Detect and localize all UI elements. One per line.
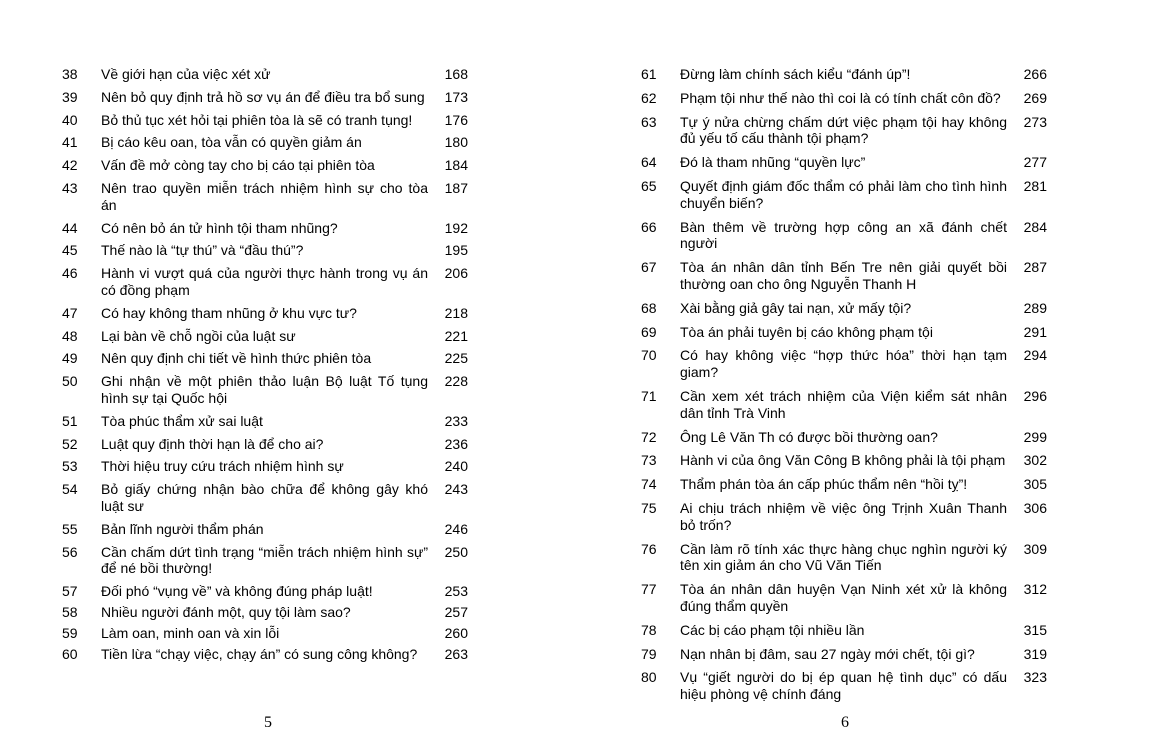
entry-title: Vấn đề mở còng tay cho bị cáo tại phiên tòa bbox=[101, 157, 375, 174]
entry-title: Quyết định giám đốc thẩm có phải làm cho tình hình chuyển biến? bbox=[680, 177, 1007, 211]
toc-entry bbox=[641, 114, 1047, 148]
toc-entry bbox=[641, 66, 1047, 83]
toc-entry bbox=[641, 452, 1047, 469]
entry-number: 39 bbox=[62, 88, 78, 105]
entry-number: 63 bbox=[641, 113, 657, 130]
toc-entry bbox=[62, 89, 468, 106]
toc-entry bbox=[641, 429, 1047, 446]
entry-title: Bản lĩnh người thẩm phán bbox=[101, 520, 264, 537]
entry-number: 72 bbox=[641, 428, 657, 445]
toc-entry bbox=[641, 669, 1047, 703]
entry-number: 76 bbox=[641, 540, 657, 557]
entry-page-number: 299 bbox=[1023, 428, 1047, 445]
entry-page-number: 228 bbox=[444, 373, 468, 390]
entry-page-number: 233 bbox=[444, 412, 468, 429]
entry-page-number: 243 bbox=[444, 481, 468, 498]
entry-number: 38 bbox=[62, 66, 78, 82]
entry-number: 80 bbox=[641, 669, 657, 686]
entry-title: Đối phó “vụng về” và không đúng pháp luật! bbox=[101, 583, 373, 600]
entry-page-number: 284 bbox=[1023, 218, 1047, 235]
entry-page-number: 260 bbox=[444, 624, 468, 641]
entry-page-number: 195 bbox=[444, 242, 468, 259]
entry-title: Ghi nhận về một phiên thảo luận Bộ luật Tố tụng hình sự tại Quốc hội bbox=[101, 373, 428, 406]
entry-number: 46 bbox=[62, 265, 78, 282]
entry-page-number: 312 bbox=[1023, 581, 1047, 598]
entry-number: 57 bbox=[62, 583, 78, 600]
entry-page-number: 236 bbox=[444, 435, 468, 452]
entry-page-number: 277 bbox=[1023, 154, 1047, 171]
entry-page-number: 253 bbox=[444, 583, 468, 600]
toc-entry bbox=[641, 90, 1047, 107]
entry-title: Tự ý nửa chừng chấm dứt việc phạm tội hay không đủ yếu tố cấu thành tội phạm? bbox=[680, 113, 1007, 147]
toc-entry bbox=[641, 541, 1047, 575]
toc-entry bbox=[62, 180, 468, 214]
toc-entry bbox=[62, 604, 468, 621]
entry-title: Lại bàn về chỗ ngồi của luật sư bbox=[101, 327, 296, 344]
toc-entry bbox=[62, 625, 468, 642]
toc-entry bbox=[641, 476, 1047, 493]
toc-entry bbox=[641, 219, 1047, 253]
toc-entry bbox=[62, 350, 468, 367]
entry-title: Hành vi của ông Văn Công B không phải là tội phạm bbox=[680, 452, 1006, 469]
entry-title: Bàn thêm về trường hợp công an xã đánh chết người bbox=[680, 218, 1007, 252]
table-of-contents bbox=[62, 66, 468, 662]
entry-number: 74 bbox=[641, 476, 657, 493]
entry-number: 53 bbox=[62, 458, 78, 475]
toc-entry bbox=[641, 500, 1047, 534]
entry-page-number: 173 bbox=[444, 88, 468, 105]
entry-number: 62 bbox=[641, 89, 657, 106]
entry-number: 64 bbox=[641, 154, 657, 171]
entry-page-number: 287 bbox=[1023, 259, 1047, 276]
entry-page-number: 266 bbox=[1023, 66, 1047, 82]
entry-number: 73 bbox=[641, 452, 657, 469]
entry-title: Tòa án nhân dân tỉnh Bến Tre nên giải quyết bồi thường oan cho ông Nguyễn Thanh H bbox=[680, 259, 1007, 292]
entry-number: 55 bbox=[62, 520, 78, 537]
entry-page-number: 206 bbox=[444, 265, 468, 282]
entry-number: 67 bbox=[641, 259, 657, 276]
entry-number: 58 bbox=[62, 603, 78, 620]
entry-title: Hành vi vượt quá của người thực hành trong vụ án có đồng phạm bbox=[101, 265, 428, 298]
entry-page-number: 302 bbox=[1023, 452, 1047, 469]
entry-title: Nhiều người đánh một, quy tội làm sao? bbox=[101, 603, 351, 620]
toc-entry bbox=[62, 242, 468, 259]
toc-entry bbox=[62, 134, 468, 151]
toc-entry bbox=[641, 388, 1047, 422]
entry-page-number: 289 bbox=[1023, 299, 1047, 316]
entry-page-number: 273 bbox=[1023, 113, 1047, 130]
toc-entry bbox=[62, 112, 468, 129]
entry-page-number: 225 bbox=[444, 350, 468, 367]
toc-entry bbox=[62, 646, 468, 663]
toc-entry bbox=[62, 583, 468, 600]
entry-number: 40 bbox=[62, 111, 78, 128]
toc-entry bbox=[62, 481, 468, 515]
entry-number: 56 bbox=[62, 543, 78, 560]
page-number: 5 bbox=[264, 714, 272, 731]
entry-title: Nên bỏ quy định trả hồ sơ vụ án để điều tra bổ sung bbox=[101, 88, 425, 105]
right-page bbox=[579, 0, 1158, 740]
entry-number: 44 bbox=[62, 219, 78, 236]
entry-page-number: 305 bbox=[1023, 476, 1047, 493]
entry-title: Cần xem xét trách nhiệm của Viện kiểm sát nhân dân tỉnh Trà Vinh bbox=[680, 387, 1007, 421]
entry-title: Tòa án phải tuyên bị cáo không phạm tội bbox=[680, 323, 933, 340]
entry-number: 78 bbox=[641, 621, 657, 638]
entry-title: Ai chịu trách nhiệm về việc ông Trịnh Xuân Thanh bỏ trốn? bbox=[680, 499, 1007, 533]
entry-title: Cần làm rõ tính xác thực hàng chục nghìn người ký tên xin giảm án cho Vũ Văn Tiến bbox=[680, 540, 1007, 574]
toc-entry bbox=[62, 458, 468, 475]
entry-title: Nạn nhân bị đâm, sau 27 ngày mới chết, tội gì? bbox=[680, 645, 975, 662]
toc-entry bbox=[62, 66, 468, 83]
entry-page-number: 323 bbox=[1023, 669, 1047, 686]
toc-entry bbox=[641, 347, 1047, 381]
page-number: 6 bbox=[841, 714, 849, 731]
toc-entry bbox=[641, 646, 1047, 663]
entry-page-number: 180 bbox=[444, 134, 468, 151]
entry-number: 77 bbox=[641, 581, 657, 598]
entry-number: 52 bbox=[62, 435, 78, 452]
toc-entry bbox=[62, 521, 468, 538]
entry-title: Bị cáo kêu oan, tòa vẫn có quyền giảm án bbox=[101, 134, 362, 151]
entry-title: Ông Lê Văn Th có được bồi thường oan? bbox=[680, 428, 938, 445]
entry-title: Bỏ thủ tục xét hỏi tại phiên tòa là sẽ có tranh tụng! bbox=[101, 111, 413, 128]
entry-number: 65 bbox=[641, 177, 657, 194]
entry-page-number: 246 bbox=[444, 520, 468, 537]
toc-entry bbox=[62, 544, 468, 578]
entry-number: 61 bbox=[641, 66, 657, 82]
toc-entry bbox=[62, 328, 468, 345]
entry-title: Đừng làm chính sách kiểu “đánh úp”! bbox=[680, 66, 911, 82]
entry-page-number: 269 bbox=[1023, 89, 1047, 106]
entry-title: Cần chấm dứt tình trạng “miễn trách nhiệm hình sự” để né bồi thường! bbox=[101, 543, 428, 577]
entry-number: 45 bbox=[62, 242, 78, 259]
entry-number: 59 bbox=[62, 624, 78, 641]
entry-page-number: 221 bbox=[444, 327, 468, 344]
entry-title: Nên trao quyền miễn trách nhiệm hình sự cho tòa án bbox=[101, 179, 428, 213]
entry-title: Thế nào là “tự thú” và “đầu thú”? bbox=[101, 242, 304, 259]
toc-entry bbox=[641, 154, 1047, 171]
entry-title: Nên quy định chi tiết về hình thức phiên tòa bbox=[101, 350, 372, 367]
entry-page-number: 187 bbox=[444, 179, 468, 196]
entry-number: 50 bbox=[62, 373, 78, 390]
entry-page-number: 294 bbox=[1023, 347, 1047, 364]
toc-entry bbox=[641, 581, 1047, 615]
entry-title: Tiền lừa “chạy việc, chạy án” có sung công không? bbox=[101, 645, 418, 662]
entry-page-number: 184 bbox=[444, 157, 468, 174]
entry-number: 54 bbox=[62, 481, 78, 498]
entry-number: 71 bbox=[641, 387, 657, 404]
entry-number: 75 bbox=[641, 499, 657, 516]
entry-page-number: 176 bbox=[444, 111, 468, 128]
entry-page-number: 309 bbox=[1023, 540, 1047, 557]
entry-page-number: 281 bbox=[1023, 177, 1047, 194]
entry-page-number: 250 bbox=[444, 543, 468, 560]
entry-title: Làm oan, minh oan và xin lỗi bbox=[101, 624, 280, 641]
entry-title: Vụ “giết người do bị ép quan hệ tình dục” có dấu hiệu phòng vệ chính đáng bbox=[680, 669, 1007, 703]
entry-page-number: 315 bbox=[1023, 621, 1047, 638]
entry-number: 43 bbox=[62, 179, 78, 196]
toc-entry bbox=[641, 178, 1047, 212]
entry-number: 48 bbox=[62, 327, 78, 344]
entry-title: Luật quy định thời hạn là để cho ai? bbox=[101, 435, 324, 452]
toc-entry bbox=[641, 622, 1047, 639]
entry-page-number: 291 bbox=[1023, 323, 1047, 340]
entry-number: 42 bbox=[62, 157, 78, 174]
toc-entry bbox=[62, 413, 468, 430]
entry-number: 49 bbox=[62, 350, 78, 367]
toc-entry bbox=[62, 373, 468, 407]
entry-title: Thời hiệu truy cứu trách nhiệm hình sự bbox=[101, 458, 344, 475]
toc-entry bbox=[62, 265, 468, 299]
entry-title: Phạm tội như thế nào thì coi là có tính chất côn đồ? bbox=[680, 89, 1001, 106]
entry-page-number: 168 bbox=[444, 66, 468, 82]
entry-title: Có hay không tham nhũng ở khu vực tư? bbox=[101, 304, 357, 321]
entry-title: Thẩm phán tòa án cấp phúc thẩm nên “hồi tỵ”! bbox=[680, 476, 968, 493]
entry-title: Đó là tham nhũng “quyền lực” bbox=[680, 154, 866, 171]
entry-number: 70 bbox=[641, 347, 657, 364]
entry-page-number: 306 bbox=[1023, 499, 1047, 516]
entry-title: Tòa án nhân dân huyện Vạn Ninh xét xử là không đúng thẩm quyền bbox=[680, 581, 1007, 614]
toc-entry bbox=[62, 305, 468, 322]
table-of-contents bbox=[641, 66, 1047, 703]
entry-page-number: 240 bbox=[444, 458, 468, 475]
entry-page-number: 218 bbox=[444, 304, 468, 321]
entry-title: Về giới hạn của việc xét xử bbox=[101, 66, 271, 82]
entry-number: 79 bbox=[641, 645, 657, 662]
entry-number: 68 bbox=[641, 299, 657, 316]
toc-entry bbox=[62, 157, 468, 174]
entry-title: Tòa phúc thẩm xử sai luật bbox=[101, 412, 263, 429]
entry-page-number: 319 bbox=[1023, 645, 1047, 662]
entry-number: 66 bbox=[641, 218, 657, 235]
entry-title: Bỏ giấy chứng nhận bào chữa để không gây khó luật sư bbox=[101, 481, 428, 514]
entry-page-number: 263 bbox=[444, 645, 468, 662]
entry-page-number: 257 bbox=[444, 603, 468, 620]
entry-title: Có hay không việc “hợp thức hóa” thời hạn tạm giam? bbox=[680, 347, 1007, 381]
toc-entry bbox=[641, 324, 1047, 341]
entry-page-number: 296 bbox=[1023, 387, 1047, 404]
entry-number: 69 bbox=[641, 323, 657, 340]
entry-page-number: 192 bbox=[444, 219, 468, 236]
toc-entry bbox=[62, 220, 468, 237]
entry-number: 51 bbox=[62, 412, 78, 429]
entry-title: Xài bằng giả gây tai nạn, xử mấy tội? bbox=[680, 299, 912, 316]
entry-number: 60 bbox=[62, 645, 78, 662]
toc-entry bbox=[641, 300, 1047, 317]
entry-title: Có nên bỏ án tử hình tội tham nhũng? bbox=[101, 219, 338, 236]
entry-number: 41 bbox=[62, 134, 78, 151]
toc-entry bbox=[62, 436, 468, 453]
entry-title: Các bị cáo phạm tội nhiều lần bbox=[680, 621, 865, 638]
toc-entry bbox=[641, 259, 1047, 293]
entry-number: 47 bbox=[62, 304, 78, 321]
